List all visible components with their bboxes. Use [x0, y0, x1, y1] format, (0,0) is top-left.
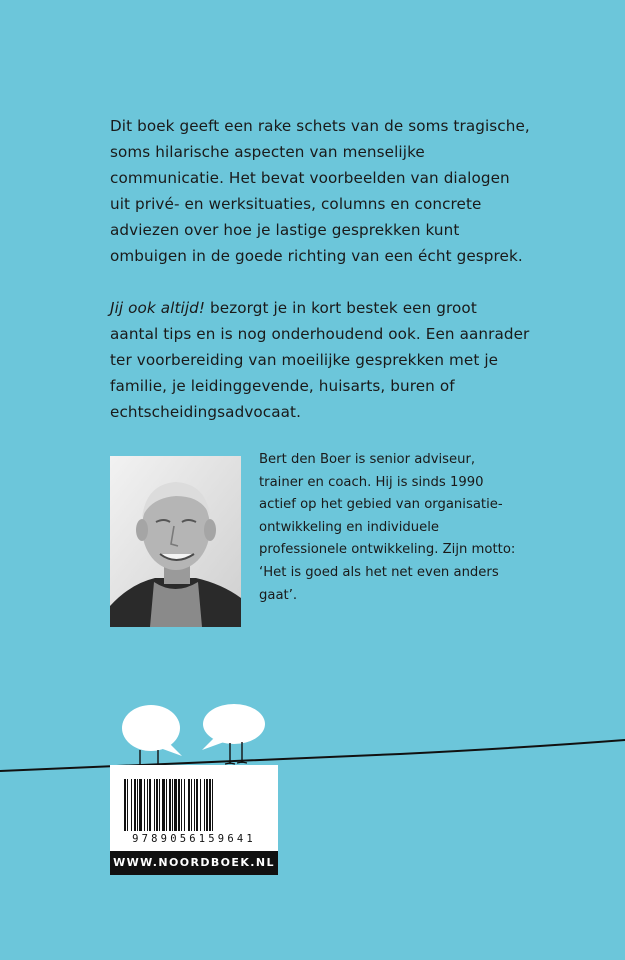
- book-title-inline: Jij ook altijd!: [110, 299, 206, 317]
- blurb: [110, 113, 530, 425]
- blurb-paragraph-2-text: bezorgt je in kort bestek een groot aantal tips en is nog onderhoudend ook. Een aanrader ter voorbereiding van moeilijke gesprekken met je familie, je leidinggevende, huisarts, buren of echtscheidingsadvocaat.: [110, 299, 530, 421]
- author-bio: Bert den Boer is senior adviseur, trainer en coach. Hij is sinds 1990 actief op het gebied van organisatieontwikkeling en individuele professionele ontwikkeling. Zijn motto: ‘Het is goed als het net even anders gaat’.: [259, 452, 516, 603]
- left-speech-bubble-bird-icon: [122, 705, 182, 768]
- author-portrait-icon: [110, 456, 241, 627]
- blurb-paragraph-2: [110, 295, 530, 425]
- wire-line: [0, 740, 625, 771]
- birds-on-wire-illustration: [0, 690, 625, 800]
- isbn-number: 9789056159641: [132, 833, 256, 845]
- author-photo: [110, 456, 241, 627]
- right-speech-bubble-bird-icon: [202, 704, 265, 764]
- publisher-website: WWW.NOORDBOEK.NL: [110, 851, 278, 875]
- blurb-paragraph-1: Dit boek geeft een rake schets van de soms tragische, soms hilarische aspecten van menselijke communicatie. Het bevat voorbeelden van dialogen uit privé- en werksituaties, columns en concrete adviezen over hoe je lastige gesprekken kunt ombuigen in de goede richting van een écht gesprek.: [110, 117, 530, 265]
